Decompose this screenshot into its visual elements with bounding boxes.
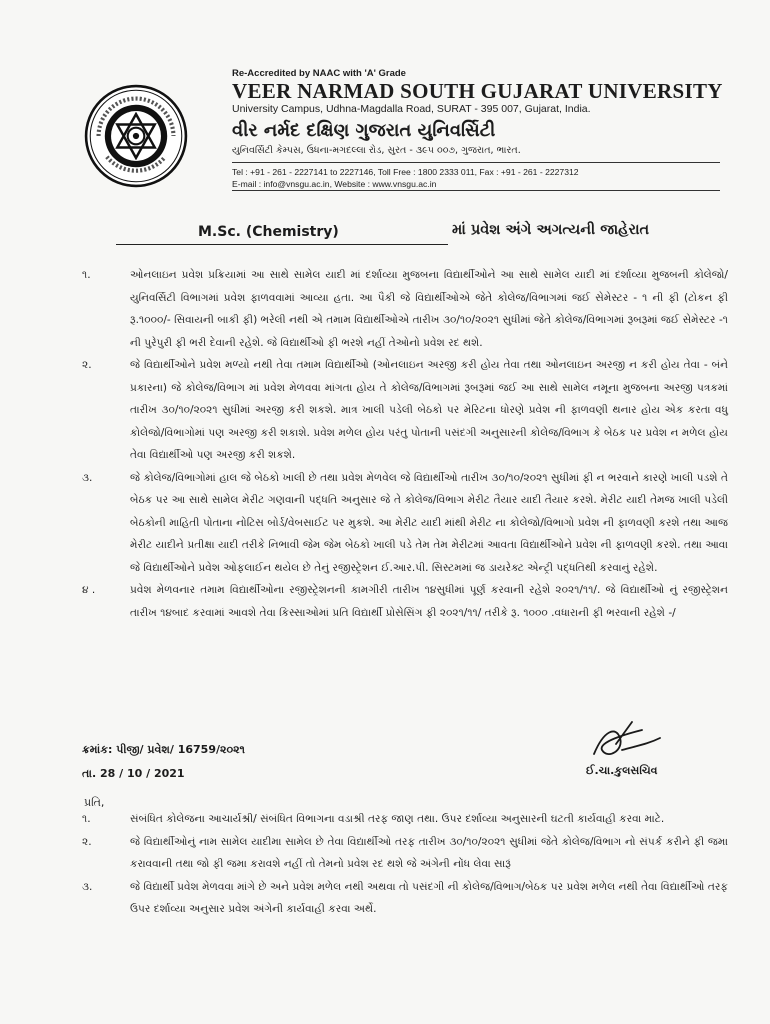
list-item: ૧. ઓનલાઇન પ્રવેશ પ્રક્રિયામાં આ સાથે સામેલ યાદી માં દર્શાવ્યા મુજબના વિદ્યાર્થીઓને આ સાથે સામેલ યાદી માં દર્શાવ્યા મુજબની કોલેજો/યુનિવર્સિટી વિભાગમાં પ્રવેશ ફાળવવામાં આવ્યા હતા. આ પૈકી જે વિદ્યાર્થીઓએ જેતે કોલેજ/વિભાગમાં જઈ સેમેસ્ટર - ૧ ની ફી (ટોકન ફી રૂ.૧૦૦૦/- સિવાયની બાકી ફી) ભરેલી નથી એ તમામ વિદ્યાર્થીઓએ તારીખ ૩૦/૧૦/૨૦૨૧ સુધીમાં જેતે કોલેજ/વિભાગમાં રૂબરૂમાં જઈ સેમેસ્ટર -૧ ની પુરેપુરી ફી ભરી દેવાની રહેશે. જે વિદ્યાર્થીઓ ફી ભરશે નહીં તેઓનો પ્રવેશ રદ થશે. [82,269,728,349]
recipients-list [80,808,728,921]
accreditation-text: Re-Accredited by NAAC with 'A' Grade [232,68,406,79]
title-underline [116,244,448,245]
contact-email-website: E-mail : info@vnsgu.ac.in, Website : www.vnsgu.ac.in [232,179,437,189]
list-item: ૨. જે વિદ્યાર્થીઓને પ્રવેશ મળ્યો નથી તેવા તમામ વિદ્યાર્થીઓ (ઓનલાઇન અરજી કરી હોય તેવા તથા ઓનલાઇન અરજી ન કરી હોય તેવા - બંને પ્રકારના) જે કોલેજ/વિભાગ માં પ્રવેશ મેળવવા માંગતા હોય તે કોલેજ/વિભાગમાં રૂબરૂમાં જઈ આ સાથે સામેલ નમૂના મુજબના અરજી પત્રકમાં તારીખ ૩૦/૧૦/૨૦૨૧ સુધીમાં અરજી કરી શકશે. માત્ર ખાલી પડેલી બેઠકો પર મેરિટના ધોરણે પ્રવેશ ની ફાળવણી થનાર હોય એક કરતા વધુ કોલેજો/વિભાગોમાં પણ અરજી કરી શકાશે. પ્રવેશ મળેલ હોય પરંતુ પોતાની પસંદગી અનુસારની કોલેજ/વિભાગ કે બેઠક પર પ્રવેશ ન મળેલ હોય તેવા વિદ્યાર્થીઓ પણ અરજી કરી શકશે. [82,359,728,461]
header-bottom-rule [232,190,720,191]
university-name: VEER NARMAD SOUTH GUJARAT UNIVERSITY [232,79,723,103]
university-name-gujarati: વીર નર્મદ દક્ષિણ ગુજરાત યુનિવર્સિટી [232,120,496,141]
university-address: University Campus, Udhna-Magdalla Road, SURAT - 395 007, Gujarat, India. [232,103,591,115]
signatory-title: ઈ.ચા.કુલસચિવ [586,764,658,777]
list-item: ૨. જે વિદ્યાર્થીઓનું નામ સામેલ યાદીમા સામેલ છે તેવા વિદ્યાર્થીઓ તરફ તારીખ ૩૦/૧૦/૨૦૨૧ સુધીમાં જેતે કોલેજ/વિભાગ નો સંપર્ક કરીને ફી જમા કરાવવાની તથા જો ફી જમા કરાવશે નહીં તો તેમનો પ્રવેશ રદ થશે જે અંગેની નોંધ લેવા સારૂં [82,835,728,870]
university-address-gujarati: યુનિવર્સિટી કેમ્પસ, ઉધના-મગદલ્લા રોડ, સુરત - ૩૯૫ ૦૦૭, ગુજરાત, ભારત. [232,145,521,156]
letterhead [232,68,732,190]
header-divider [232,162,720,163]
reference-number: ક્રમાંક: પીજી/ પ્રવેશ/ 16759/૨૦૨૧ [82,743,245,756]
list-item: ૧. સંબંધિત કોલેજના આચાર્યશ્રી/ સંબંધિત વિભાગના વડાશ્રી તરફ જાણ તથા. ઉપર દર્શાવ્યા અનુસારની ઘટતી કાર્યવાહી કરવા માટે. [82,813,665,825]
contact-phone: Tel : +91 - 261 - 2227141 to 2227146, Toll Free : 1800 2333 011, Fax : +91 - 261 - 2227312 [232,167,579,177]
university-seal-logo [84,84,188,188]
notice-body [80,264,728,624]
signature-block [586,720,736,790]
reference-block [82,738,245,786]
notice-date: તા. 28 / 10 / 2021 [82,767,185,780]
list-item: ૪ . પ્રવેશ મેળવનાર તમામ વિદ્યાર્થીઓના રજીસ્ટ્રેશનની કામગીરી તારીખ ૧૪સુધીમાં પૂર્ણ કરવાની રહેશે ૨૦૨૧/૧૧/. જે વિદ્યાર્થીઓ નું રજીસ્ટ્રેશન તારીખ ૧૪બાદ કરવામાં આવશે તેવા કિસ્સાઓમાં પ્રતિ વિદ્યાર્થી પ્રોસેસિંગ ફી ૨૦૨૧/૧૧/ તરીકે રૂ. ૧૦૦૦ .વધારાની ફી ભરવાની રહેશે -/ [82,584,728,619]
to-label: પ્રતિ, [84,796,105,809]
notice-heading: માં પ્રવેશ અંગે અગત્યની જાહેરાત [452,222,650,238]
course-name: M.Sc. (Chemistry) [198,224,339,240]
list-item: ૩. જે વિદ્યાર્થી પ્રવેશ મેળવવા માંગે છે અને પ્રવેશ મળેલ નથી અથવા તો પસંદગી ની કોલેજ/વિભાગ/બેઠક પર પ્રવેશ મળેલ નથી તેવા વિદ્યાર્થીઓ તરફ ઉપર દર્શાવ્યા અનુસાર પ્રવેશ અંગેની કાર્યવાહી કરવા અર્થે. [82,880,728,915]
handwritten-signature [586,720,666,766]
notice-title [116,224,716,250]
list-item: ૩. જે કોલેજ/વિભાગોમાં હાલ જે બેઠકો ખાલી છે તથા પ્રવેશ મેળવેલ જે વિદ્યાર્થીઓ તારીખ ૩૦/૧૦/૨૦૨૧ સુધીમાં ફી ન ભરવાને કારણે ખાલી પડશે તે બેઠક પર આ સાથે સામેલ મેરીટ ગણવાની પદ્ધતિ અનુસાર જે તે કોલેજ/વિભાગ મેરીટ તૈયાર યાદી તૈયાર કરશે. મેરીટ યાદી તેમજ ખાલી પડેલી બેઠકોની માહિતી પોતાના નોટિસ બોર્ડ/વેબસાઈટ પર મુકશે. આ મેરીટ યાદી માંથી મેરીટ ના કોલેજો/વિભાગો પ્રવેશ ની ફાળવણી કરશે તથા આજ મેરીટ યાદીને પ્રતીક્ષા યાદી તરીકે નિભાવી જેમ જેમ બેઠકો ખાલી પડે તેમ તેમ મેરીટમાં આવતા વિદ્યાર્થીઓને પ્રવેશ ની ફાળવણી કરશે. તથા આવા જે વિદ્યાર્થીઓને પ્રવેશ ઓફલાઈન થયેલ છે તેનું રજીસ્ટ્રેશન ઈ.આર.પી. સિસ્ટમમાં જ ડાયરેક્ટ એન્ટ્રી પદ્ધતિથી કરવાનું રહેશે. [82,471,728,574]
